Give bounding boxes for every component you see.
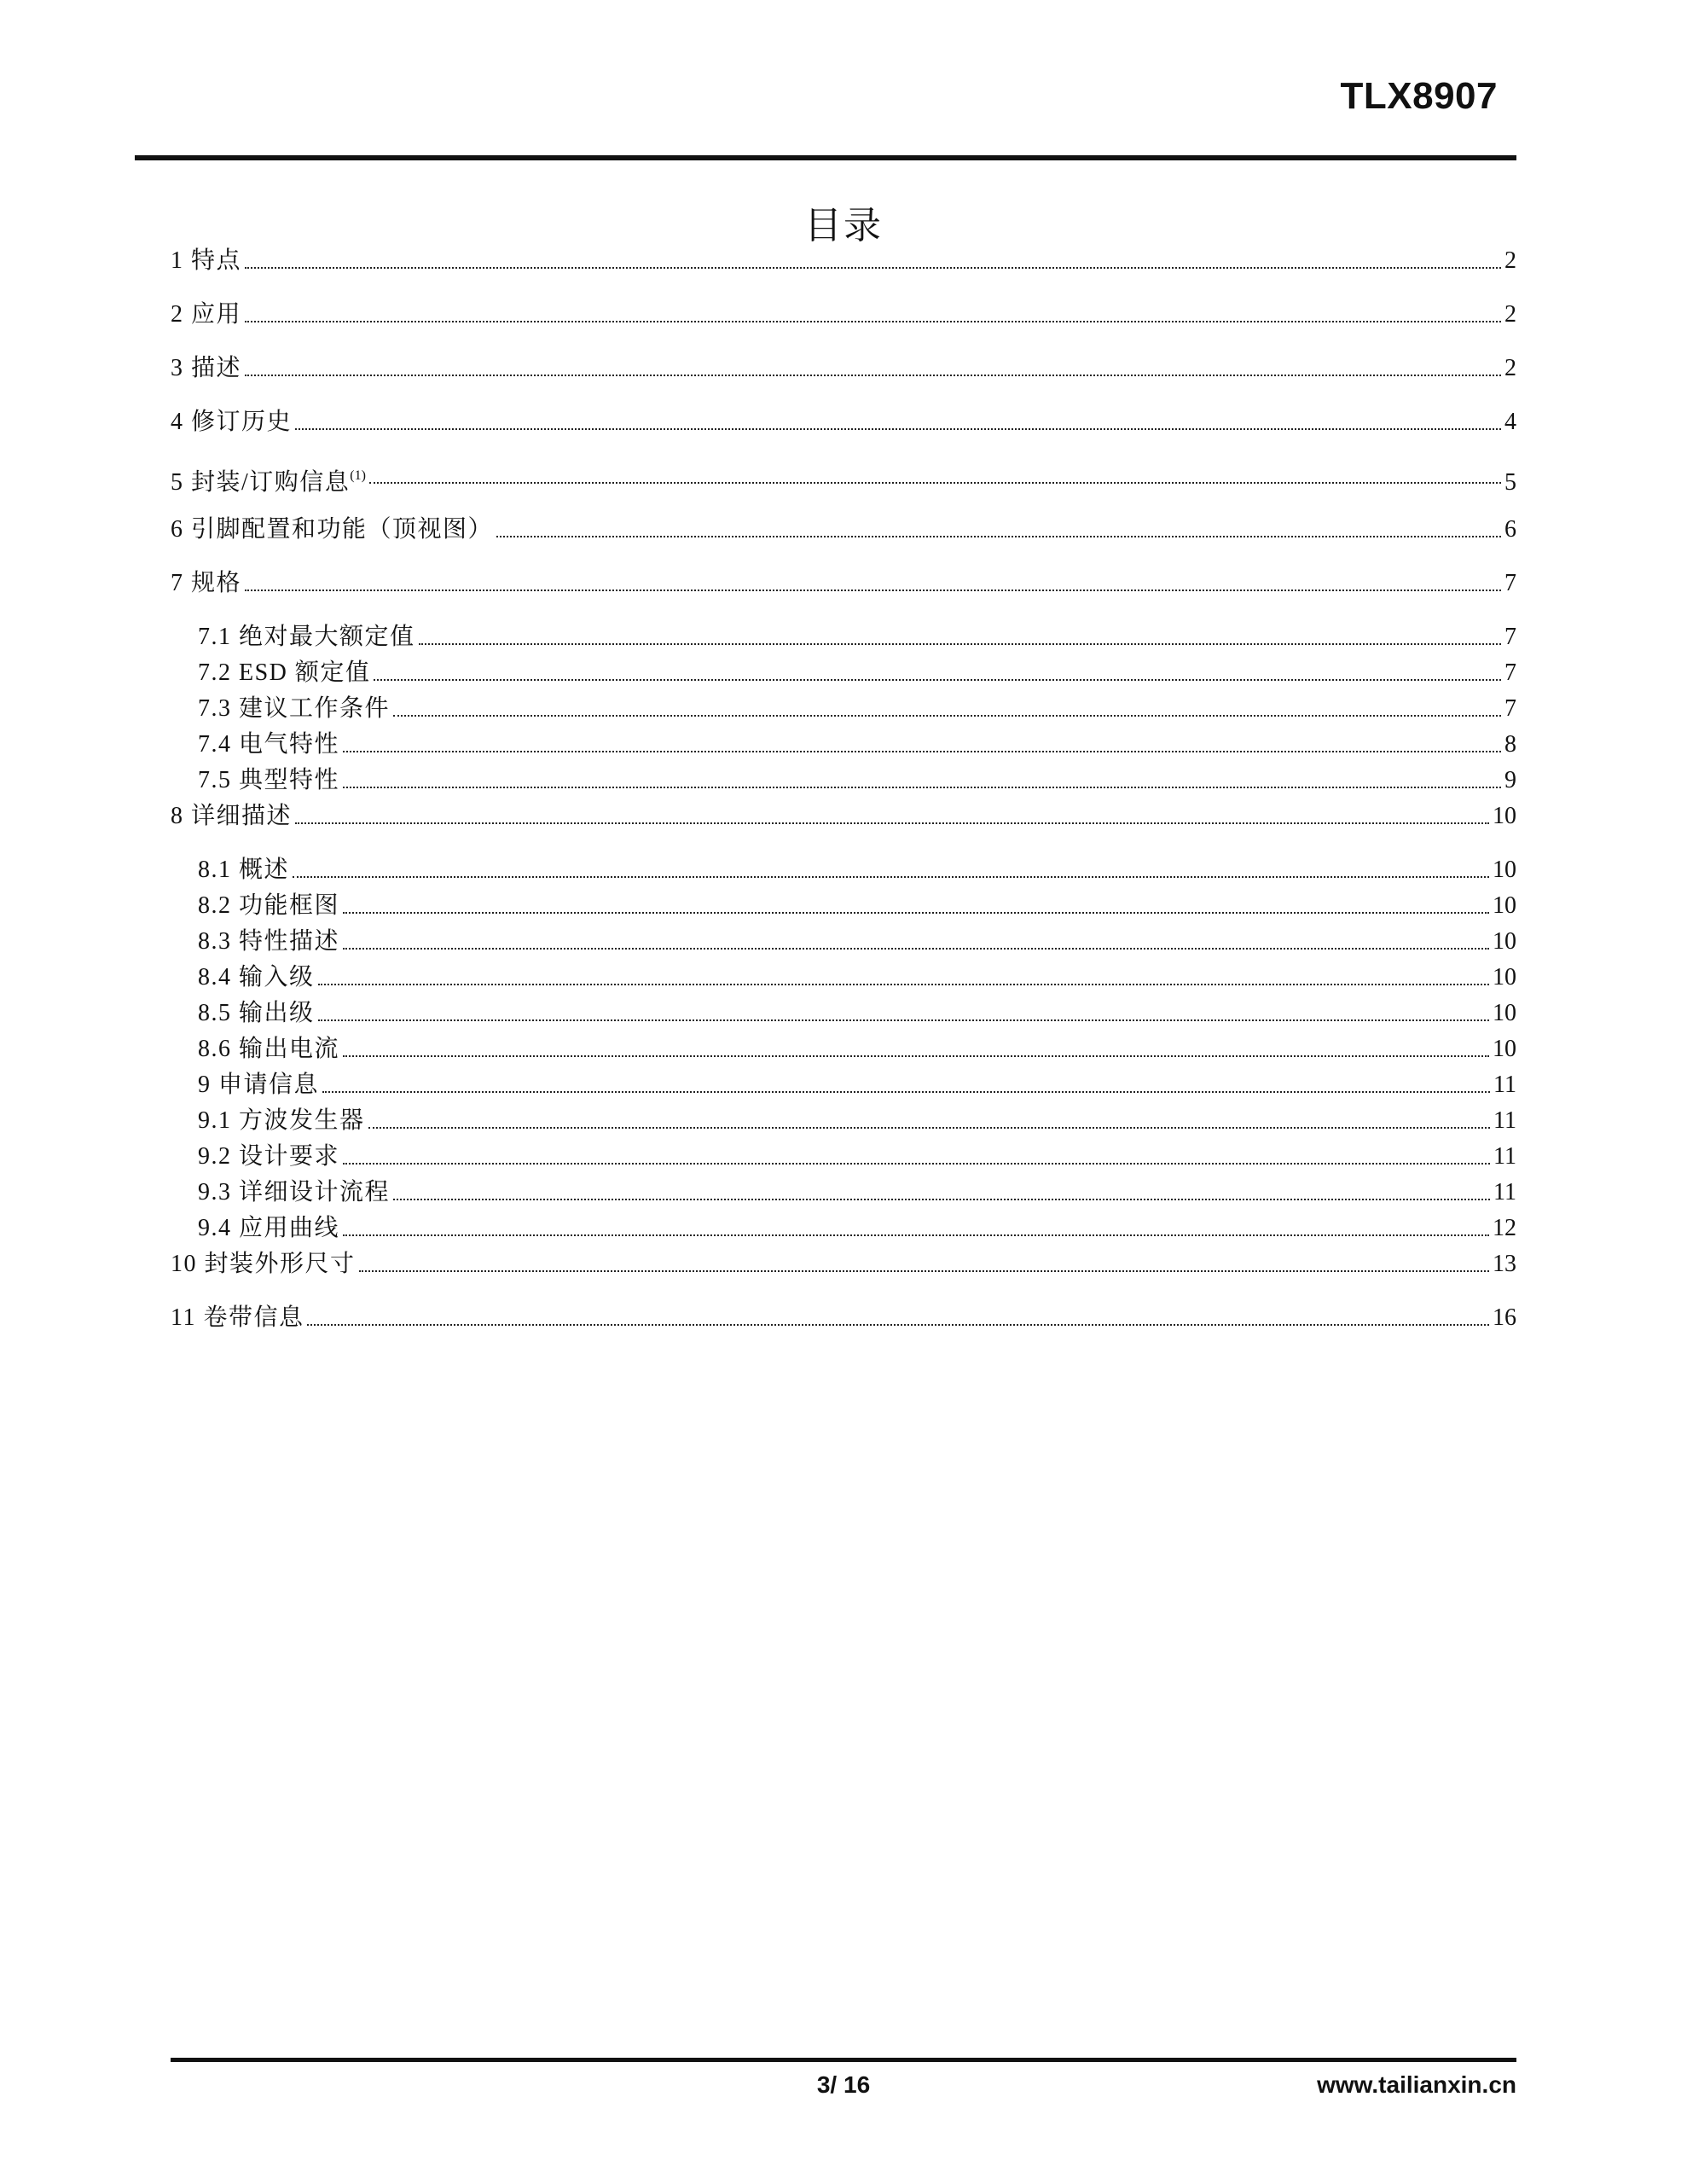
toc-title: 目录: [804, 204, 883, 247]
toc-subentry[interactable]: [198, 694, 1516, 724]
toc-entry-label: 8 详细描述: [171, 803, 293, 829]
toc-entry-label: 7.3 建议工作条件: [198, 695, 391, 722]
toc-entry-page: 10: [1493, 964, 1516, 990]
toc-entry-label: 7 规格: [171, 570, 242, 596]
toc-subentry[interactable]: [198, 962, 1516, 993]
toc-leader-dots: [245, 375, 1501, 376]
toc-entry[interactable]: [171, 1303, 1516, 1333]
toc-subentry[interactable]: [198, 622, 1516, 653]
toc-entry-label: 2 应用: [171, 301, 242, 328]
toc-entry-page: 10: [1493, 1036, 1516, 1062]
toc-leader-dots: [245, 267, 1501, 269]
toc-entry-label: 7.4 电气特性: [198, 731, 340, 758]
toc-entry[interactable]: [171, 461, 1516, 496]
toc-subentry[interactable]: [198, 1034, 1516, 1065]
footer-divider: [171, 2058, 1516, 2062]
document-title: TLX8907: [1340, 75, 1498, 117]
toc-entry[interactable]: [171, 1070, 1516, 1101]
toc-leader-dots: [343, 1163, 1490, 1165]
toc-leader-dots: [343, 1234, 1489, 1236]
toc-entry-label: 9 申请信息: [198, 1072, 320, 1098]
toc-entry-page: 8: [1504, 731, 1516, 758]
toc-subentry[interactable]: [198, 998, 1516, 1029]
toc-leader-dots: [393, 1199, 1490, 1200]
toc-subentry[interactable]: [198, 765, 1516, 796]
toc-leader-dots: [496, 536, 1501, 537]
toc-subentry[interactable]: [198, 1213, 1516, 1244]
toc-leader-dots: [293, 876, 1489, 878]
toc-leader-dots: [322, 1091, 1490, 1093]
toc-entry-page: 10: [1493, 928, 1516, 955]
toc-entry-page: 13: [1493, 1251, 1516, 1277]
toc-entry-page: 16: [1493, 1304, 1516, 1331]
toc-entry-label: 9.3 详细设计流程: [198, 1179, 391, 1205]
toc-entry-label: 7.5 典型特性: [198, 767, 340, 793]
toc-leader-dots: [343, 751, 1501, 752]
toc-entry-page: 10: [1493, 857, 1516, 883]
footnote-marker: (1): [350, 468, 366, 483]
toc-entry-label: 6 引脚配置和功能（顶视图）: [171, 516, 494, 543]
toc-subentry[interactable]: [198, 1141, 1516, 1172]
toc-entry-page: 9: [1504, 767, 1516, 793]
toc-leader-dots: [343, 1055, 1489, 1057]
toc-subentry[interactable]: [198, 1177, 1516, 1208]
page-number: 3/ 16: [816, 2071, 871, 2098]
toc-leader-dots: [307, 1324, 1489, 1326]
toc-entry-label: 8.4 输入级: [198, 964, 315, 990]
toc-entry[interactable]: [171, 801, 1516, 832]
toc-leader-dots: [295, 428, 1501, 430]
toc-leader-dots: [368, 1127, 1491, 1129]
toc-subentry[interactable]: [198, 658, 1516, 688]
toc-entry-label: 11 卷带信息: [171, 1304, 304, 1331]
toc-entry-label: 9.4 应用曲线: [198, 1215, 340, 1241]
toc-entry[interactable]: [171, 299, 1516, 330]
toc-leader-dots: [295, 822, 1489, 824]
toc-entry-page: 7: [1504, 659, 1516, 686]
toc-leader-dots: [343, 948, 1489, 950]
toc-entry-label: 9.2 设计要求: [198, 1143, 340, 1170]
toc-entry-page: 2: [1504, 355, 1516, 381]
toc-entry-label: 9.1 方波发生器: [198, 1107, 365, 1134]
toc-subentry[interactable]: [198, 926, 1516, 957]
toc-entry-page: 10: [1493, 803, 1516, 829]
toc-leader-dots: [359, 1270, 1489, 1272]
toc-entry-page: 10: [1493, 892, 1516, 919]
toc-entry-text: 5 封装/订购信息: [171, 469, 351, 496]
toc-subentry[interactable]: [198, 855, 1516, 886]
toc-entry-page: 2: [1504, 301, 1516, 328]
toc-entry-page: 6: [1504, 516, 1516, 543]
toc-entry-page: 2: [1504, 247, 1516, 274]
toc-entry[interactable]: [171, 1249, 1516, 1280]
toc-leader-dots: [374, 679, 1501, 681]
toc-entry-label: 8.3 特性描述: [198, 928, 340, 955]
toc-entry[interactable]: [171, 407, 1516, 438]
toc-subentry[interactable]: [198, 729, 1516, 760]
toc-subentry[interactable]: [198, 1106, 1516, 1136]
toc-leader-dots: [419, 643, 1501, 645]
toc-entry-page: 11: [1493, 1107, 1516, 1134]
toc-leader-dots: [343, 912, 1489, 914]
toc-entry-label: [171, 461, 366, 498]
website-link[interactable]: www.tailianxin.cn: [1317, 2071, 1516, 2098]
toc-entry-page: 7: [1504, 695, 1516, 722]
toc-entry[interactable]: [171, 514, 1516, 545]
toc-entry-label: 8.2 功能框图: [198, 892, 340, 919]
toc-entry[interactable]: [171, 246, 1516, 276]
toc-entry-label: 4 修订历史: [171, 409, 293, 435]
toc-subentry[interactable]: [198, 891, 1516, 921]
toc-entry-label: 1 特点: [171, 247, 242, 274]
toc-entry-label: 8.1 概述: [198, 857, 290, 883]
toc-entry-page: 12: [1493, 1215, 1516, 1241]
toc-leader-dots: [318, 1019, 1489, 1021]
toc-entry[interactable]: [171, 353, 1516, 384]
toc-entry-label: 10 封装外形尺寸: [171, 1251, 356, 1277]
toc-entry-page: 11: [1493, 1179, 1516, 1205]
toc-leader-dots: [318, 984, 1489, 985]
toc-entry-label: 8.6 输出电流: [198, 1036, 340, 1062]
toc-entry-label: 7.2 ESD 额定值: [198, 659, 371, 686]
toc-entry-page: 7: [1504, 624, 1516, 650]
toc-entry[interactable]: [171, 568, 1516, 599]
toc-leader-dots: [369, 482, 1501, 484]
toc-leader-dots: [393, 715, 1501, 717]
toc-entry-page: 5: [1504, 469, 1516, 496]
toc-leader-dots: [245, 590, 1501, 591]
toc-leader-dots: [245, 321, 1501, 322]
toc-entry-label: 8.5 输出级: [198, 1000, 315, 1026]
table-of-contents: [171, 0, 1516, 1365]
toc-entry-page: 10: [1493, 1000, 1516, 1026]
toc-entry-page: 11: [1493, 1072, 1516, 1098]
toc-entry-label: 3 描述: [171, 355, 242, 381]
toc-leader-dots: [343, 787, 1501, 788]
toc-entry-label: 7.1 绝对最大额定值: [198, 624, 415, 650]
toc-entry-page: 11: [1493, 1143, 1516, 1170]
toc-entry-page: 4: [1504, 409, 1516, 435]
toc-entry-page: 7: [1504, 570, 1516, 596]
